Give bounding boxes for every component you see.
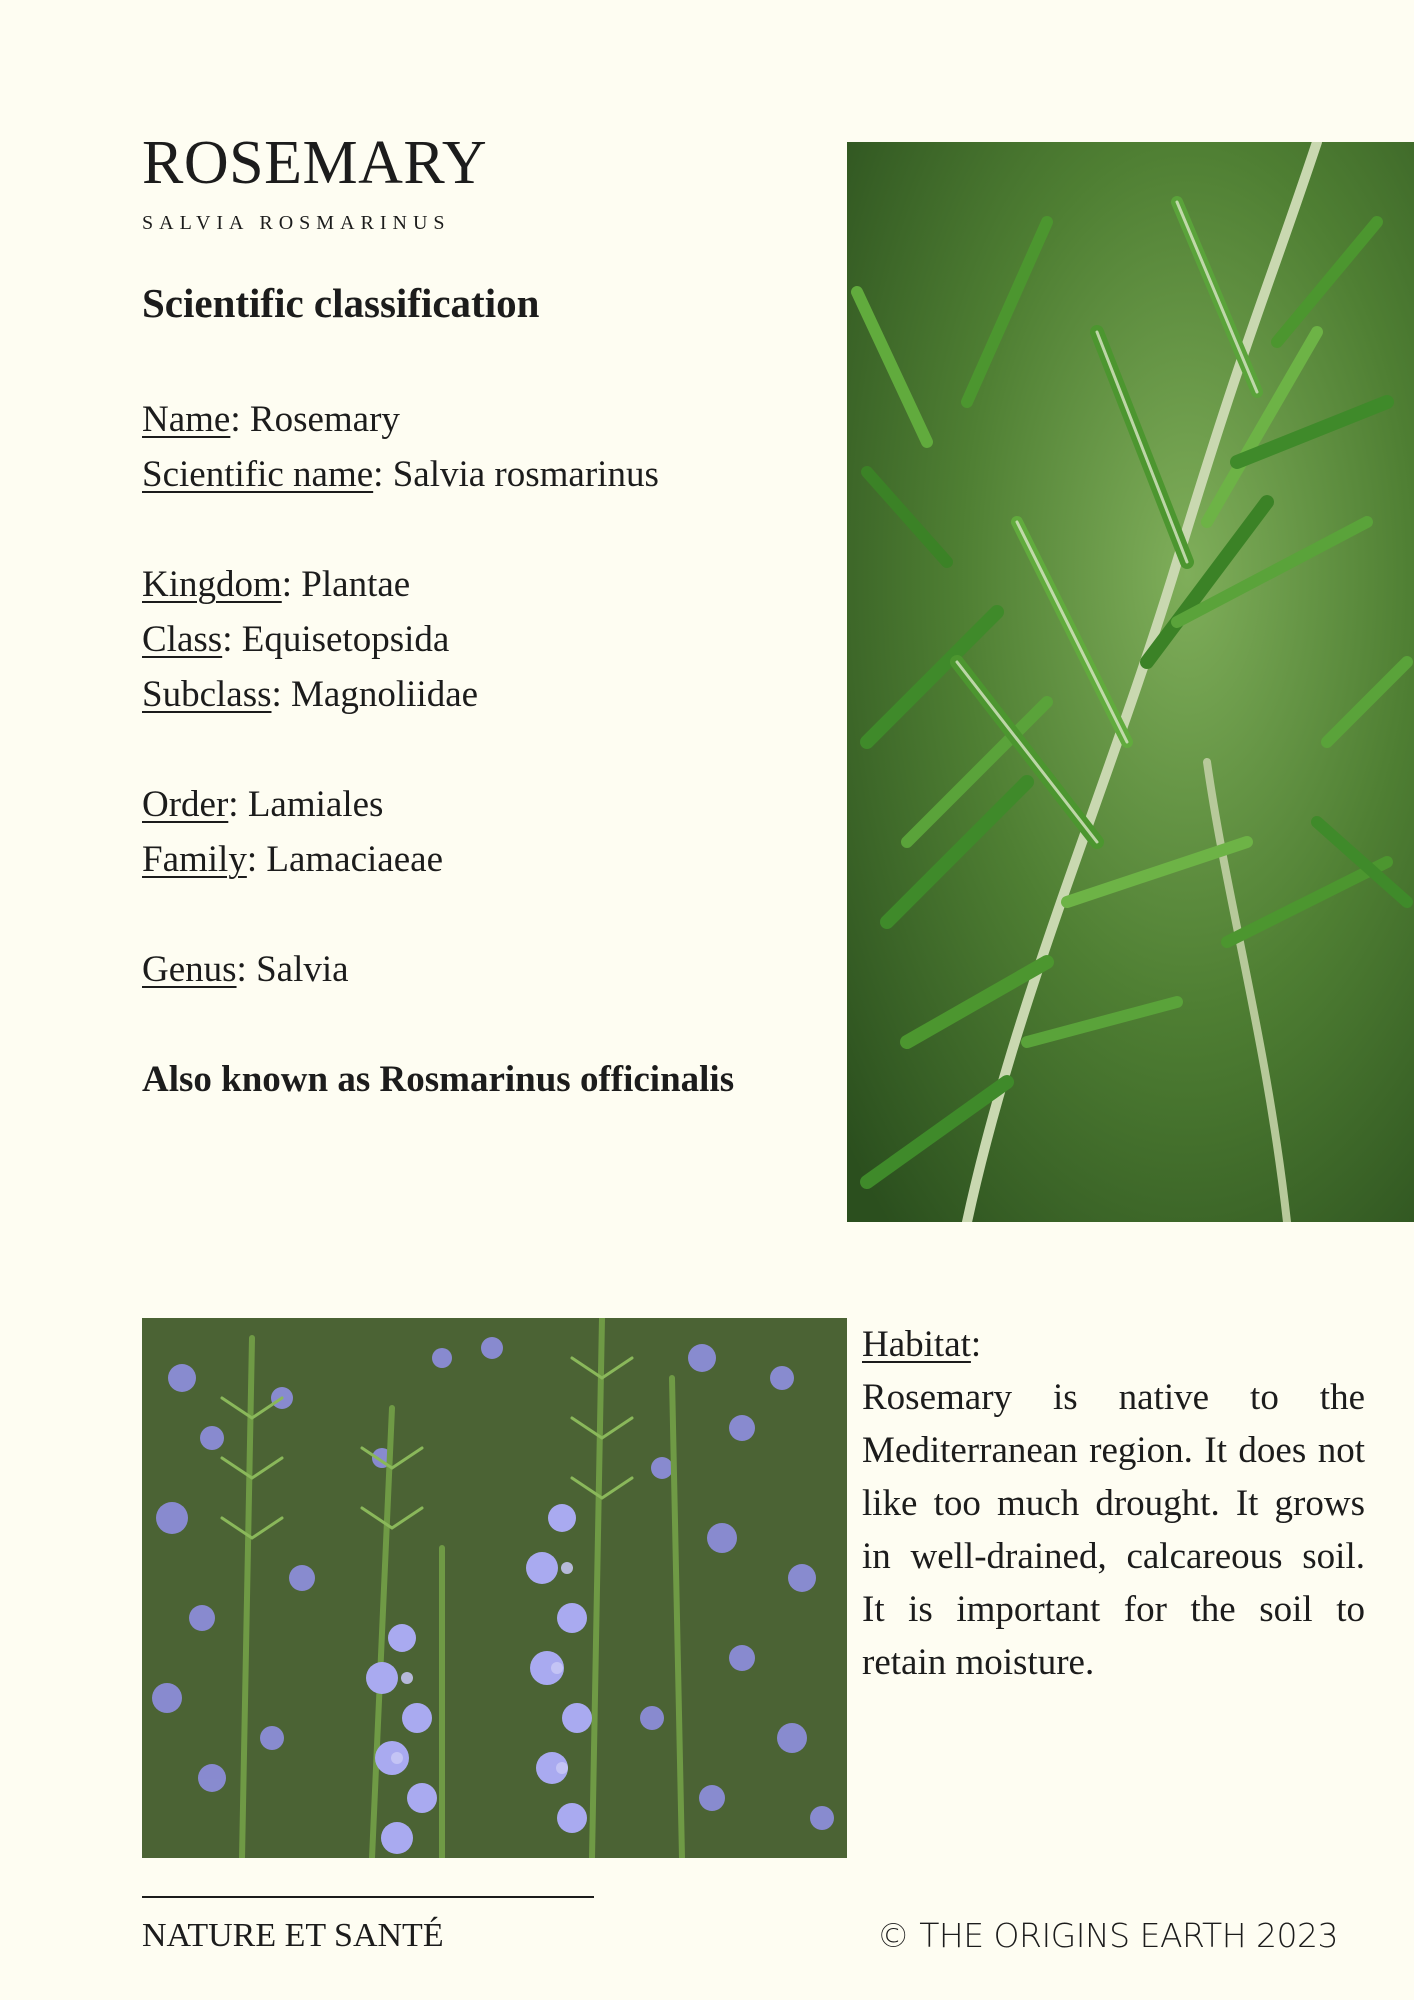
rosemary-sprig-photo [847,142,1414,1222]
classification-row-scientific-name [142,447,762,502]
habitat-text: Rosemary is native to the Mediterranean region. It does not like too much drought. It grows in well-drained, calcareous soil. It is important for the soil to retain moisture. [862,1377,1365,1683]
rosemary-flowers-photo [142,1318,847,1858]
spacer [142,887,762,942]
classification-key: Kingdom [142,564,282,605]
habitat-colon: : [970,1324,982,1365]
spacer [142,502,762,557]
rosemary-sprig-illustration [847,142,1414,1222]
page-title: ROSEMARY [142,129,488,197]
classification-value: : Lamiales [228,784,384,825]
classification-value: : Salvia [236,949,349,990]
classification-key: Class [142,619,223,660]
classification-row-subclass [142,667,762,722]
classification-key: Order [142,784,229,825]
spacer [142,722,762,777]
classification-key: Family [142,839,247,880]
habitat-label: Habitat [862,1324,971,1365]
classification-list [142,392,762,997]
classification-row-class [142,612,762,667]
also-known-as: Also known as Rosmarinus officinalis [142,1059,735,1100]
classification-value: : Rosemary [230,399,400,440]
classification-key: Name [142,399,231,440]
classification-key: Scientific name [142,454,374,495]
habitat-section [862,1318,1365,1689]
classification-row-name [142,392,762,447]
page-subtitle: SALVIA ROSMARINUS [142,212,451,234]
classification-row-order [142,777,762,832]
classification-value: : Magnoliidae [271,674,479,715]
footer-copyright: © THE ORIGINS EARTH 2023 [876,1916,1338,1955]
rosemary-flowers-illustration [142,1318,847,1858]
classification-value: : Lamaciaeae [246,839,443,880]
classification-value: : Equisetopsida [222,619,450,660]
classification-value: : Plantae [281,564,411,605]
classification-row-genus [142,942,762,997]
classification-value: : Salvia rosmarinus [373,454,659,495]
classification-row-kingdom [142,557,762,612]
footer-brand: NATURE ET SANTÉ [142,1917,444,1954]
footer-divider [142,1896,594,1898]
classification-row-family [142,832,762,887]
classification-key: Subclass [142,674,272,715]
classification-key: Genus [142,949,237,990]
classification-heading: Scientific classification [142,280,540,326]
